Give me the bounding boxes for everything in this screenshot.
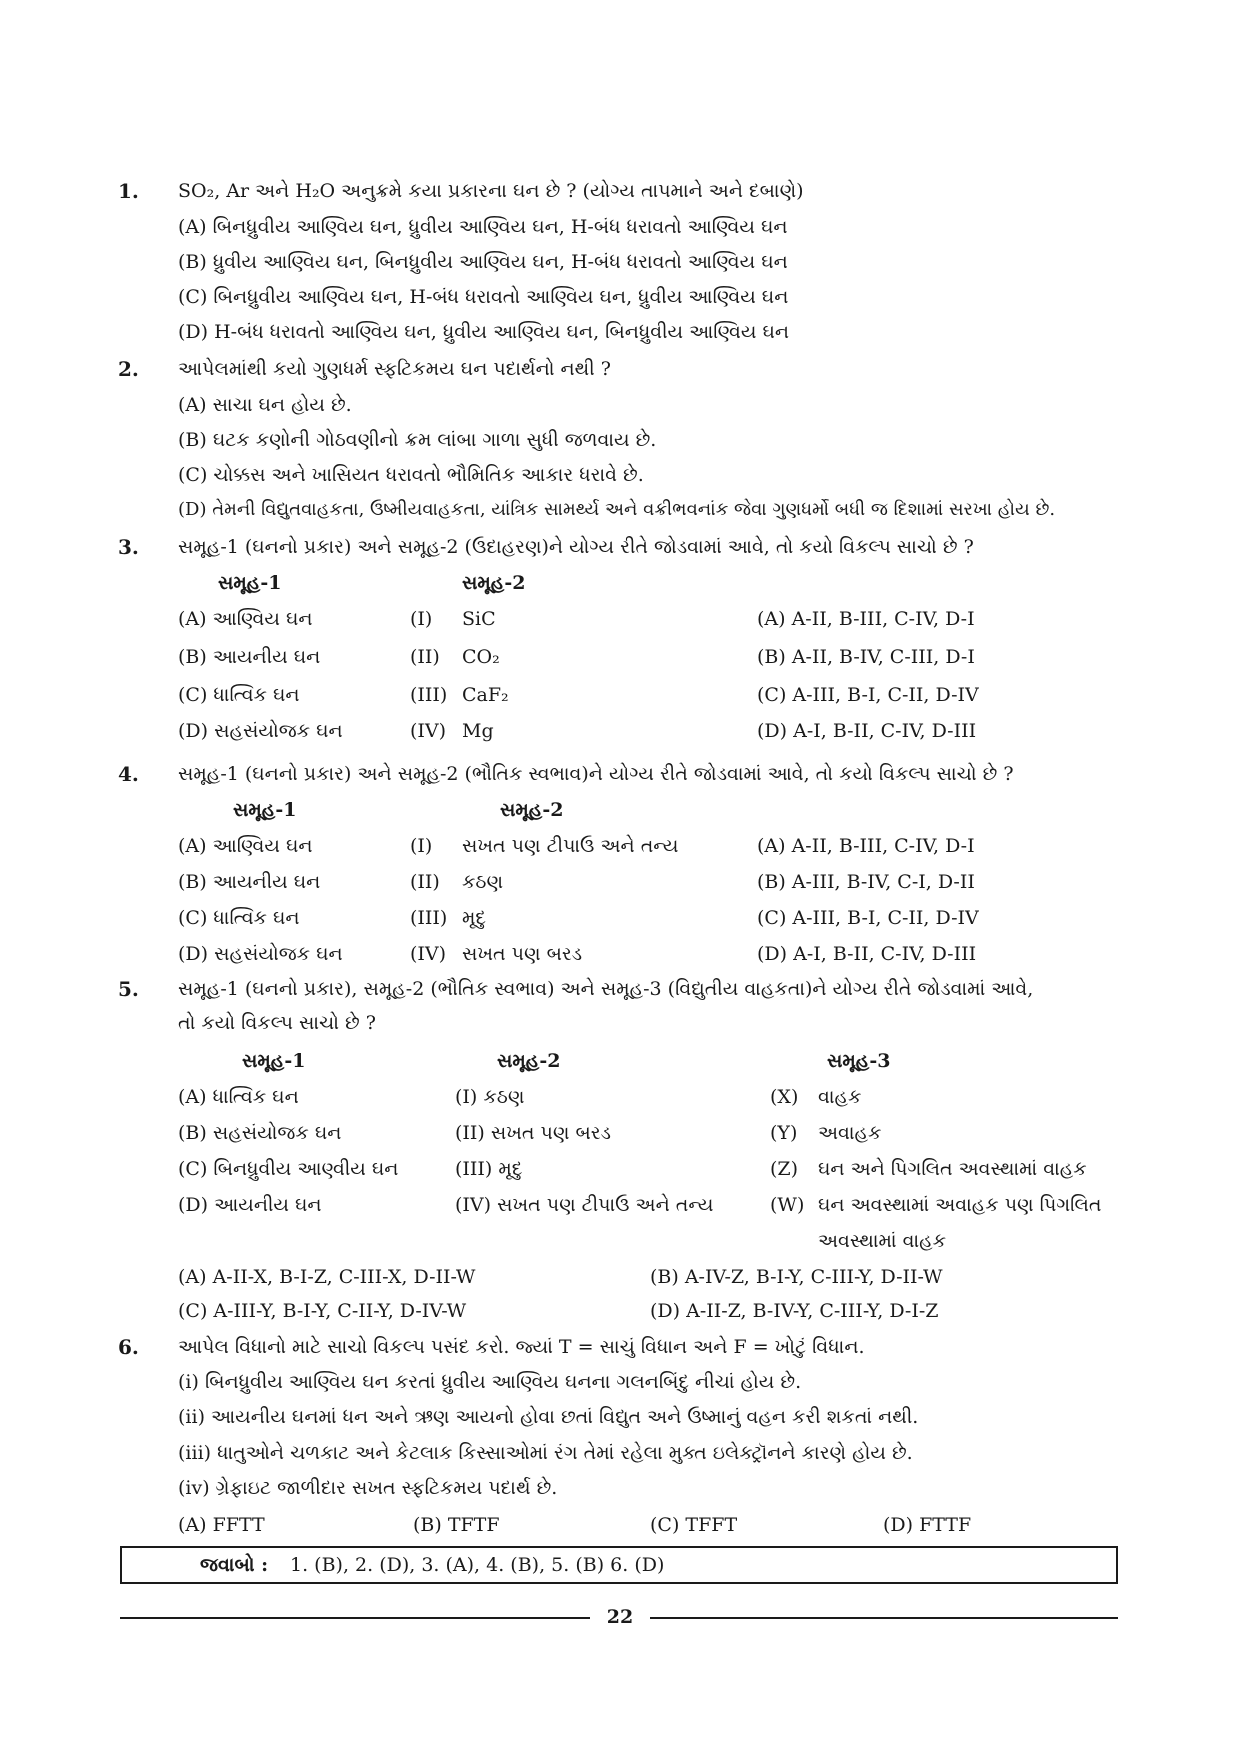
group2-item: સખત પણ ટીપાઉ અને તન્ય (462, 835, 679, 857)
option-a: (A) સાચા ઘન હોય છે. (178, 394, 352, 416)
group2-item: કઠણ (462, 871, 504, 893)
group1-item: (A) ધાત્વિક ઘન (178, 1086, 299, 1108)
group2-item: મૃદુ (462, 907, 487, 929)
column-header-2: સમૂહ-2 (462, 572, 526, 594)
group1-item: (C) બિનધ્રુવીય આણ્વીય ઘન (178, 1158, 399, 1180)
question-stem: આપેલમાંથી કયો ગુણધર્મ સ્ફટિકમય ઘન પદાર્થનો નથી ? (178, 358, 611, 380)
answer-option-a: (A) FFTT (178, 1514, 265, 1536)
column-header-1: સમૂહ-1 (218, 572, 282, 594)
group2-item: (IV) સખત પણ ટીપાઉ અને તન્ય (455, 1194, 714, 1216)
question-stem-continued: તો કયો વિકલ્પ સાચો છે ? (178, 1012, 376, 1034)
group1-item: (A) આણ્વિય ઘન (178, 608, 313, 630)
roman-label: (IV) (410, 720, 447, 742)
column-header-1: સમૂહ-1 (233, 799, 297, 821)
answer-key-values: 1. (B), 2. (D), 3. (A), 4. (B), 5. (B) 6. (D) (290, 1554, 665, 1576)
group3-item: ઘન અને પિગલિત અવસ્થામાં વાહક (818, 1158, 1087, 1180)
statement-ii: (ii) આયનીય ઘનમાં ધન અને ઋણ આયનો હોવા છતાં વિદ્યુત અને ઉષ્માનું વહન કરી શકતાં નથી. (178, 1406, 919, 1428)
group3-item: વાહક (818, 1086, 862, 1108)
statement-i: (i) બિનધ્રુવીય આણ્વિય ઘન કરતાં ધ્રુવીય આણ્વિય ઘનના ગલનબિંદુ નીચાં હોય છે. (178, 1371, 802, 1393)
option-b: (B) ધ્રુવીય આણ્વિય ઘન, બિનધ્રુવીય આણ્વિય ઘન, H-બંધ ધરાવતો આણ્વિય ઘન (178, 251, 788, 273)
group2-item: Mg (462, 720, 494, 742)
option-a: (A) બિનધ્રુવીય આણ્વિય ઘન, ધ્રુવીય આણ્વિય ઘન, H-બંધ ધરાવતો આણ્વિય ઘન (178, 216, 788, 238)
statement-iii: (iii) ધાતુઓને ચળકાટ અને કેટલાક કિસ્સાઓમાં રંગ તેમાં રહેલા મુક્ત ઇલેક્ટ્રૉનને કારણે હોય છે. (178, 1442, 913, 1464)
answer-key-box (120, 1546, 1118, 1584)
question-stem: સમૂહ-1 (ઘનનો પ્રકાર) અને સમૂહ-2 (ભૌતિક સ્વભાવ)ને યોગ્ય રીતે જોડવામાં આવે, તો કયો વિકલ્પ સાચો છે ? (178, 763, 1014, 785)
column-header-2: સમૂહ-2 (497, 1050, 561, 1072)
column-header-2: સમૂહ-2 (500, 799, 564, 821)
group3-label: (W) (770, 1194, 805, 1216)
group1-item: (C) ધાત્વિક ઘન (178, 684, 300, 706)
group3-item: અવાહક (818, 1122, 882, 1144)
group1-item: (D) આયનીય ઘન (178, 1194, 322, 1216)
group1-item: (A) આણ્વિય ઘન (178, 835, 313, 857)
option-b: (B) ઘટક કણોની ગોઠવણીનો ક્રમ લાંબા ગાળા સુધી જળવાય છે. (178, 429, 657, 451)
group1-item: (D) સહસંયોજક ઘન (178, 943, 343, 965)
question-stem: સમૂહ-1 (ઘનનો પ્રકાર), સમૂહ-2 (ભૌતિક સ્વભાવ) અને સમૂહ-3 (વિદ્યુતીય વાહકતા)ને યોગ્ય રીતે જોડવામાં આવે, (178, 978, 1034, 1000)
answer-option-c: (C) TFFT (650, 1514, 738, 1536)
group1-item: (C) ધાત્વિક ઘન (178, 907, 300, 929)
answer-option: (B) A-III, B-IV, C-I, D-II (757, 871, 975, 893)
roman-label: (IV) (410, 943, 447, 965)
answer-option-b: (B) A-IV-Z, B-I-Y, C-III-Y, D-II-W (650, 1266, 943, 1288)
option-d: (D) તેમની વિદ્યુતવાહકતા, ઉષ્મીયવાહકતા, યાંત્રિક સામર્થ્ય અને વક્રીભવનાંક જેવા ગુણધર્મો બધી જ દિશામાં સરખા હોય છે. (178, 499, 1056, 520)
group2-item: CaF₂ (462, 684, 509, 706)
answer-option-d: (D) A-II-Z, B-IV-Y, C-III-Y, D-I-Z (650, 1300, 939, 1322)
answer-option: (C) A-III, B-I, C-II, D-IV (757, 907, 979, 929)
answer-option-c: (C) A-III-Y, B-I-Y, C-II-Y, D-IV-W (178, 1300, 467, 1322)
group2-item: સખત પણ બરડ (462, 943, 583, 965)
group3-label: (X) (770, 1086, 799, 1108)
answer-option: (A) A-II, B-III, C-IV, D-I (757, 608, 975, 630)
statement-iv: (iv) ગ્રેફાઇટ જાળીદાર સખત સ્ફટિકમય પદાર્થ છે. (178, 1477, 558, 1499)
answer-option: (D) A-I, B-II, C-IV, D-III (757, 943, 977, 965)
group1-item: (B) આયનીય ઘન (178, 646, 321, 668)
group2-item: CO₂ (462, 646, 500, 668)
footer-rule-right (650, 1617, 1118, 1619)
answer-key-label: જવાબો : (200, 1554, 269, 1576)
column-header-1: સમૂહ-1 (242, 1050, 306, 1072)
group3-label: (Y) (770, 1122, 798, 1144)
option-d: (D) H-બંધ ધરાવતો આણ્વિય ઘન, ધ્રુવીય આણ્વિય ઘન, બિનધ્રુવીય આણ્વિય ઘન (178, 321, 790, 343)
group1-item: (B) સહસંયોજક ઘન (178, 1122, 342, 1144)
question-stem: SO₂, Ar અને H₂O અનુક્રમે કયા પ્રકારના ઘન છે ? (યોગ્ય તાપમાને અને દબાણે) (178, 180, 804, 202)
question-number: 5. (118, 977, 139, 1001)
group2-item: SiC (462, 608, 496, 630)
group3-item-continued: અવસ્થામાં વાહક (818, 1230, 947, 1252)
question-number: 2. (118, 357, 139, 381)
answer-option-a: (A) A-II-X, B-I-Z, C-III-X, D-II-W (178, 1266, 476, 1288)
answer-option: (D) A-I, B-II, C-IV, D-III (757, 720, 977, 742)
group3-item: ઘન અવસ્થામાં અવાહક પણ પિગલિત (818, 1194, 1102, 1216)
question-number: 4. (118, 762, 139, 786)
answer-option-b: (B) TFTF (413, 1514, 500, 1536)
roman-label: (I) (410, 835, 433, 857)
question-stem: સમૂહ-1 (ઘનનો પ્રકાર) અને સમૂહ-2 (ઉદાહરણ)ને યોગ્ય રીતે જોડવામાં આવે, તો કયો વિકલ્પ સાચો છે ? (178, 536, 974, 558)
option-c: (C) ચોક્કસ અને ખાસિયત ધરાવતો ભૌમિતિક આકાર ધરાવે છે. (178, 464, 644, 486)
roman-label: (II) (410, 646, 440, 668)
question-stem: આપેલ વિધાનો માટે સાચો વિકલ્પ પસંદ કરો. જ્યાં T = સાચું વિધાન અને F = ખોટું વિધાન. (178, 1336, 865, 1358)
group1-item: (D) સહસંયોજક ઘન (178, 720, 343, 742)
option-c: (C) બિનધ્રુવીય આણ્વિય ઘન, H-બંધ ધરાવતો આણ્વિય ઘન, ધ્રુવીય આણ્વિય ઘન (178, 286, 789, 308)
group2-item: (I) કઠણ (455, 1086, 525, 1108)
question-number: 1. (118, 179, 139, 203)
page-number: 22 (606, 1606, 634, 1628)
column-header-3: સમૂહ-3 (827, 1050, 891, 1072)
question-number: 6. (118, 1335, 139, 1359)
roman-label: (I) (410, 608, 433, 630)
group2-item: (II) સખત પણ બરડ (455, 1122, 611, 1144)
answer-option-d: (D) FTTF (883, 1514, 972, 1536)
roman-label: (III) (410, 684, 448, 706)
answer-option: (C) A-III, B-I, C-II, D-IV (757, 684, 979, 706)
group2-item: (III) મૃદુ (455, 1158, 523, 1180)
question-number: 3. (118, 535, 139, 559)
answer-option: (B) A-II, B-IV, C-III, D-I (757, 646, 975, 668)
roman-label: (III) (410, 907, 448, 929)
answer-option: (A) A-II, B-III, C-IV, D-I (757, 835, 975, 857)
group1-item: (B) આયનીય ઘન (178, 871, 321, 893)
group3-label: (Z) (770, 1158, 799, 1180)
roman-label: (II) (410, 871, 440, 893)
footer-rule-left (120, 1617, 590, 1619)
